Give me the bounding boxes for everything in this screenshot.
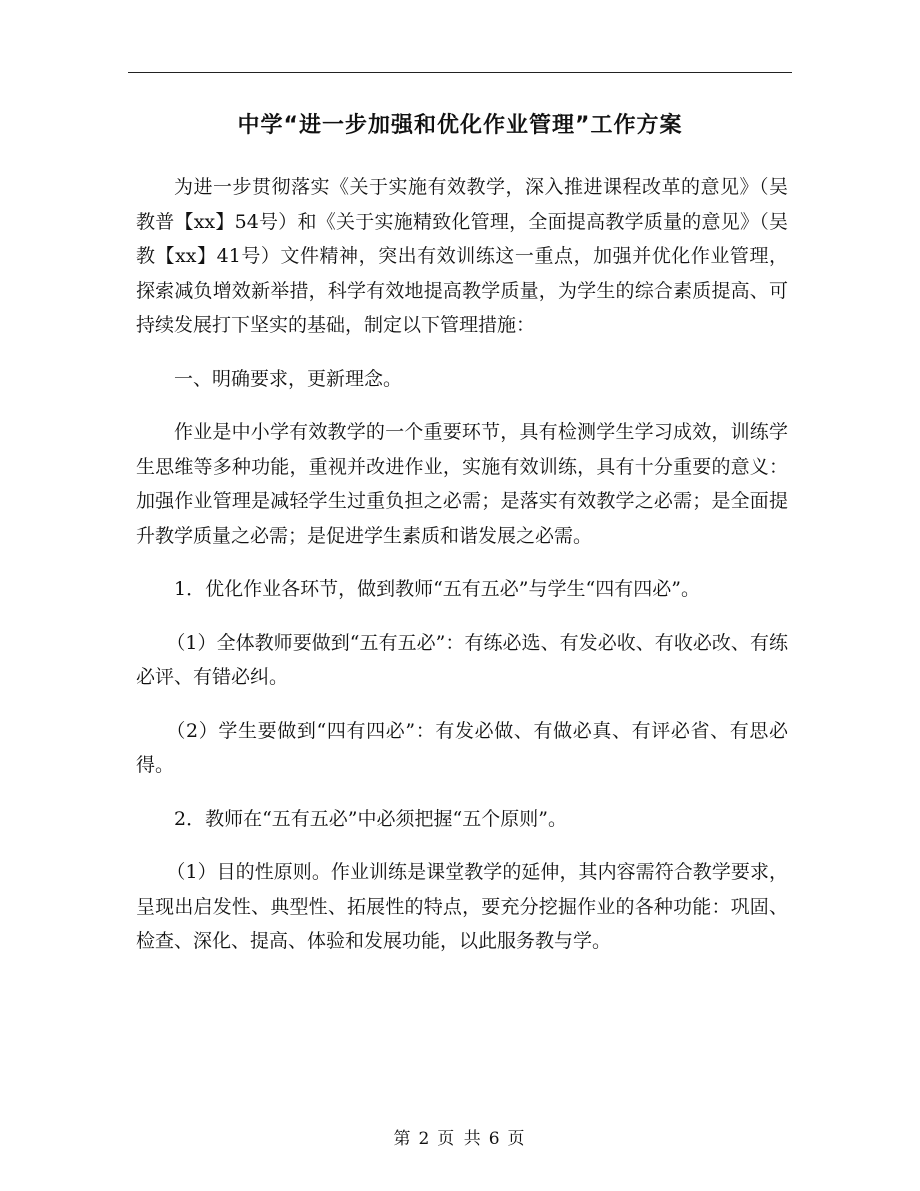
footer-total-pages: 6 [488,1129,502,1149]
footer-suffix: 页 [507,1129,527,1149]
paragraph-section-1: 作业是中小学有效教学的一个重要环节，具有检测学生学习成效，训练学生思维等多种功能，重视并改进作业，实施有效训练，具有十分重要的意义：加强作业管理是减轻学生过重负担之必需；是落实有效教学之必需；是全面提升教学质量之必需；是促进学生素质和谐发展之必需。 [136,421,788,547]
page-footer [0,1124,920,1149]
document-title: 中学“进一步加强和优化作业管理”工作方案 [237,113,683,138]
footer-middle: 页 共 [437,1129,483,1149]
paragraph-intro: 为进一步贯彻落实《关于实施有效教学，深入推进课程改革的意见》（吴教普【xx】54号）和《关于实施精致化管理，全面提高教学质量的意见》（吴教【xx】41号）文件精神，突出有效训练这一重点，加强并优化作业管理，探索减负增效新举措，科学有效地提高教学质量，为学生的综合素质提高、可持续发展打下坚实的基础，制定以下管理措施： [136,176,788,336]
paragraph-item-1-2: （2）学生要做到“四有四必”：有发必做、有做必真、有评必省、有思必得。 [136,719,788,776]
footer-prefix: 第 [393,1129,413,1149]
heading-item-1: 1．优化作业各环节，做到教师“五有五必”与学生“四有四必”。 [174,578,700,600]
paragraph-item-2-1: （1）目的性原则。作业训练是课堂教学的延伸，其内容需符合教学要求，呈现出启发性、典型性、拓展性的特点，要充分挖掘作业的各种功能：巩固、检查、深化、提高、体验和发展功能，以此服务教与学。 [136,861,788,952]
paragraph-item-1-1: （1）全体教师要做到“五有五必”：有练必选、有发必收、有收必改、有练必评、有错必纠。 [136,631,788,688]
footer-current-page: 2 [418,1129,432,1149]
header-rule [128,72,792,73]
document-body [136,170,788,978]
heading-section-1: 一、明确要求，更新理念。 [174,367,403,390]
heading-item-2: 2．教师在“五有五必”中必须把握“五个原则”。 [174,807,567,830]
